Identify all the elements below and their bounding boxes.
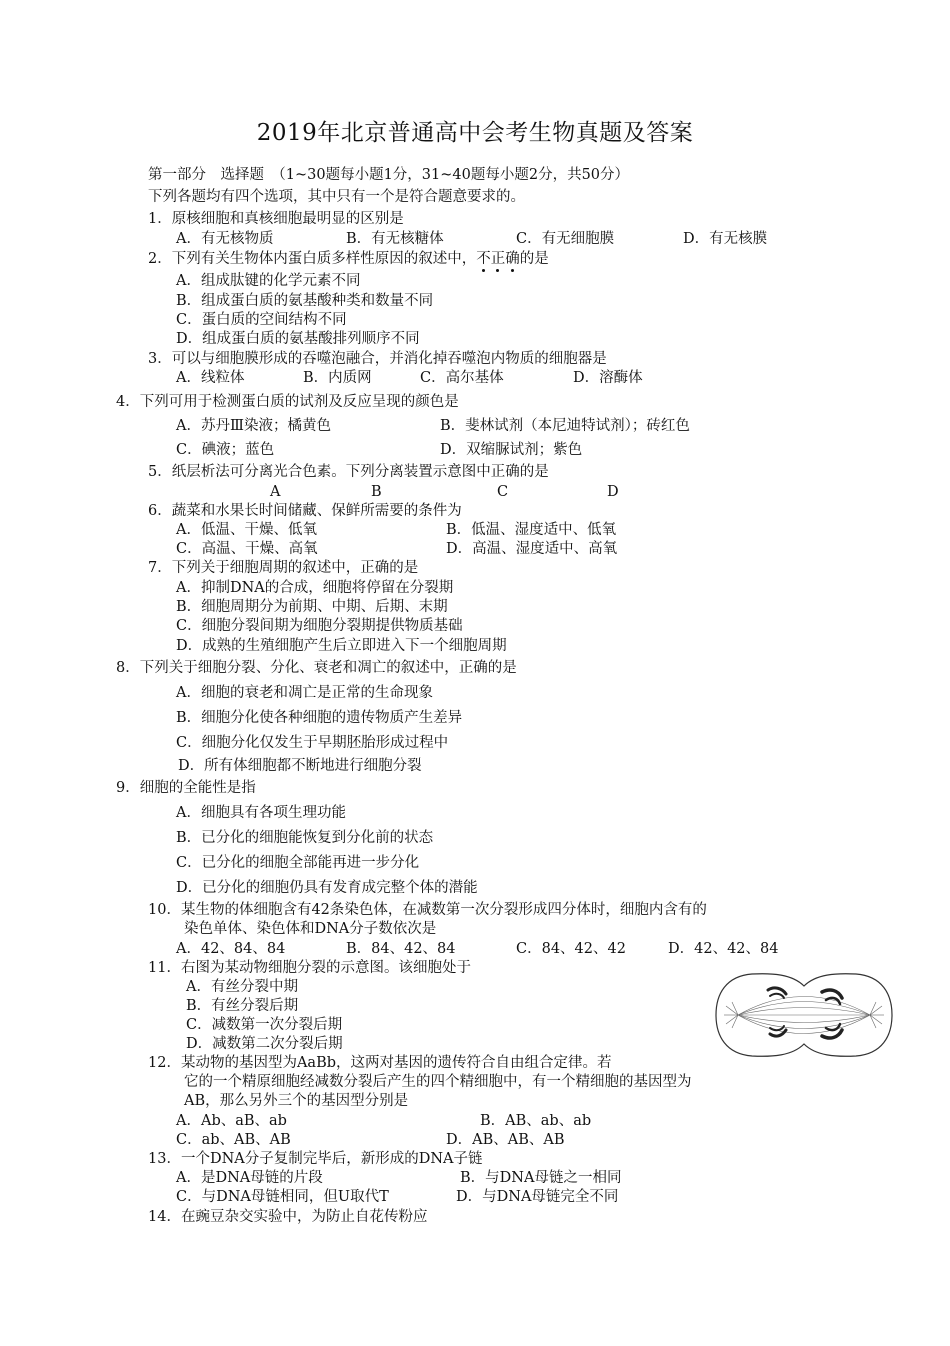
q4-option-b: B．斐林试剂（本尼迪特试剂）；砖红色 <box>440 418 690 434</box>
q3-option-d: D．溶酶体 <box>573 370 643 386</box>
q12-stem-line1: 12．某动物的基因型为AaBb，这两对基因的遗传符合自由组合定律。若 <box>148 1055 612 1071</box>
q13-option-d: D．与DNA母链完全不同 <box>456 1189 619 1205</box>
section-heading: 第一部分 选择题 （1~30题每小题1分，31~40题每小题2分，共50分） <box>148 167 630 183</box>
q1-stem: 1．原核细胞和真核细胞最明显的区别是 <box>148 211 404 227</box>
q4-option-d: D．双缩脲试剂；紫色 <box>440 442 583 458</box>
q11-option-d: D．减数第二次分裂后期 <box>186 1036 343 1052</box>
q4-stem: 4．下列可用于检测蛋白质的试剂及反应呈现的颜色是 <box>116 394 459 410</box>
q10-option-b: B．84、42、84 <box>346 941 456 957</box>
q8-option-c: C．细胞分化仅发生于早期胚胎形成过程中 <box>176 735 449 751</box>
q1-option-d: D．有无核膜 <box>683 231 768 247</box>
q2-emphasis-2: 正 <box>490 251 506 267</box>
q7-option-b: B．细胞周期分为前期、中期、后期、末期 <box>176 599 448 615</box>
q9-stem: 9．细胞的全能性是指 <box>116 780 256 796</box>
aster-right <box>870 1002 884 1028</box>
q10-stem-line1: 10．某生物的体细胞含有42条染色体，在减数第一次分裂形成四分体时，细胞内含有的 <box>148 902 707 918</box>
q4-option-a: A．苏丹Ⅲ染液；橘黄色 <box>176 418 331 434</box>
q8-option-a: A．细胞的衰老和凋亡是正常的生命现象 <box>176 685 433 701</box>
q12-option-a: A．Ab、aB、ab <box>176 1113 287 1129</box>
q13-stem: 13．一个DNA分子复制完毕后，新形成的DNA子链 <box>148 1151 483 1167</box>
q1-option-c: C．有无细胞膜 <box>516 231 615 247</box>
q13-option-c: C．与DNA母链相同，但U取代T <box>176 1189 389 1205</box>
q5-label-b: B <box>371 484 382 500</box>
q11-option-b: B．有丝分裂后期 <box>186 998 299 1014</box>
q8-option-d: D．所有体细胞都不断地进行细胞分裂 <box>178 758 422 774</box>
q12-stem-line2: 它的一个精原细胞经减数分裂后产生的四个精细胞中，有一个精细胞的基因型为 <box>184 1074 692 1090</box>
q9-option-b: B．已分化的细胞能恢复到分化前的状态 <box>176 830 434 846</box>
q6-option-d: D．高温、湿度适中、高氧 <box>446 541 618 557</box>
q14-stem: 14．在豌豆杂交实验中，为防止自花传粉应 <box>148 1209 428 1225</box>
q3-stem: 3．可以与细胞膜形成的吞噬泡融合，并消化掉吞噬泡内物质的细胞器是 <box>148 351 607 367</box>
q2-option-b: B．组成蛋白质的氨基酸种类和数量不同 <box>176 293 434 309</box>
q6-option-c: C．高温、干燥、高氧 <box>176 541 318 557</box>
q5-label-d: D <box>607 484 619 500</box>
q3-option-a: A．线粒体 <box>176 370 245 386</box>
q12-stem-line3: AB，那么另外三个的基因型分别是 <box>184 1093 409 1109</box>
q7-stem: 7．下列关于细胞周期的叙述中，正确的是 <box>148 560 419 576</box>
q12-option-b: B．AB、ab、ab <box>480 1113 592 1129</box>
q6-option-b: B．低温、湿度适中、低氧 <box>446 522 617 538</box>
q3-option-b: B．内质网 <box>303 370 372 386</box>
q1-option-a: A．有无核物质 <box>176 231 274 247</box>
section-instruction: 下列各题均有四个选项，其中只有一个是符合题意要求的。 <box>148 189 525 205</box>
q8-option-b: B．细胞分化使各种细胞的遗传物质产生差异 <box>176 710 463 726</box>
q2-stem-post: 的是 <box>519 251 549 267</box>
q13-option-a: A．是DNA母链的片段 <box>176 1170 323 1186</box>
q10-option-d: D．42、42、84 <box>668 941 779 957</box>
q1-option-b: B．有无核糖体 <box>346 231 444 247</box>
q3-option-c: C．高尔基体 <box>420 370 504 386</box>
cell-division-diagram <box>712 970 896 1060</box>
chromosomes-left <box>768 988 786 1036</box>
q9-option-d: D．已分化的细胞仍具有发育成完整个体的潜能 <box>176 880 478 896</box>
q12-option-d: D．AB、AB、AB <box>446 1132 565 1148</box>
q9-option-c: C．已分化的细胞全部能再进一步分化 <box>176 855 420 871</box>
q5-stem: 5．纸层析法可分离光合色素。下列分离装置示意图中正确的是 <box>148 464 549 480</box>
q11-stem: 11．右图为某动物细胞分裂的示意图。该细胞处于 <box>148 960 471 976</box>
q5-label-a: A <box>270 484 281 500</box>
q2-stem <box>148 250 549 268</box>
aster-left <box>724 1002 738 1028</box>
q2-option-a: A．组成肽键的化学元素不同 <box>176 273 361 289</box>
q12-option-c: C．ab、AB、AB <box>176 1132 291 1148</box>
q11-option-a: A．有丝分裂中期 <box>186 979 298 995</box>
q2-option-c: C．蛋白质的空间结构不同 <box>176 312 347 328</box>
q13-option-b: B．与DNA母链之一相同 <box>460 1170 622 1186</box>
q7-option-c: C．细胞分裂间期为细胞分裂期提供物质基础 <box>176 618 463 634</box>
q5-label-c: C <box>497 484 509 500</box>
q7-option-d: D．成熟的生殖细胞产生后立即进入下一个细胞周期 <box>176 638 507 654</box>
q6-stem: 6．蔬菜和水果长时间储藏、保鲜所需要的条件为 <box>148 503 462 519</box>
q11-option-c: C．减数第一次分裂后期 <box>186 1017 343 1033</box>
page-title: 2019年北京普通高中会考生物真题及答案 <box>256 120 694 146</box>
q6-option-a: A．低温、干燥、低氧 <box>176 522 317 538</box>
q8-stem: 8．下列关于细胞分裂、分化、衰老和凋亡的叙述中，正确的是 <box>116 660 517 676</box>
q2-emphasis-3: 确 <box>505 251 520 267</box>
q2-stem-pre: 2．下列有关生物体内蛋白质多样性原因的叙述中， <box>148 251 477 267</box>
q10-option-c: C．84、42、42 <box>516 941 626 957</box>
q2-option-d: D．组成蛋白质的氨基酸排列顺序不同 <box>176 331 420 347</box>
q7-option-a: A．抑制DNA的合成，细胞将停留在分裂期 <box>176 580 454 596</box>
chromosomes-right <box>822 990 842 1038</box>
q2-emphasis-1: 不 <box>476 251 491 267</box>
q4-option-c: C．碘液；蓝色 <box>176 442 275 458</box>
spindle-fibers <box>738 997 870 1034</box>
q9-option-a: A．细胞具有各项生理功能 <box>176 805 346 821</box>
q10-option-a: A．42、84、84 <box>176 941 286 957</box>
q10-stem-line2: 染色单体、染色体和DNA分子数依次是 <box>184 921 437 937</box>
